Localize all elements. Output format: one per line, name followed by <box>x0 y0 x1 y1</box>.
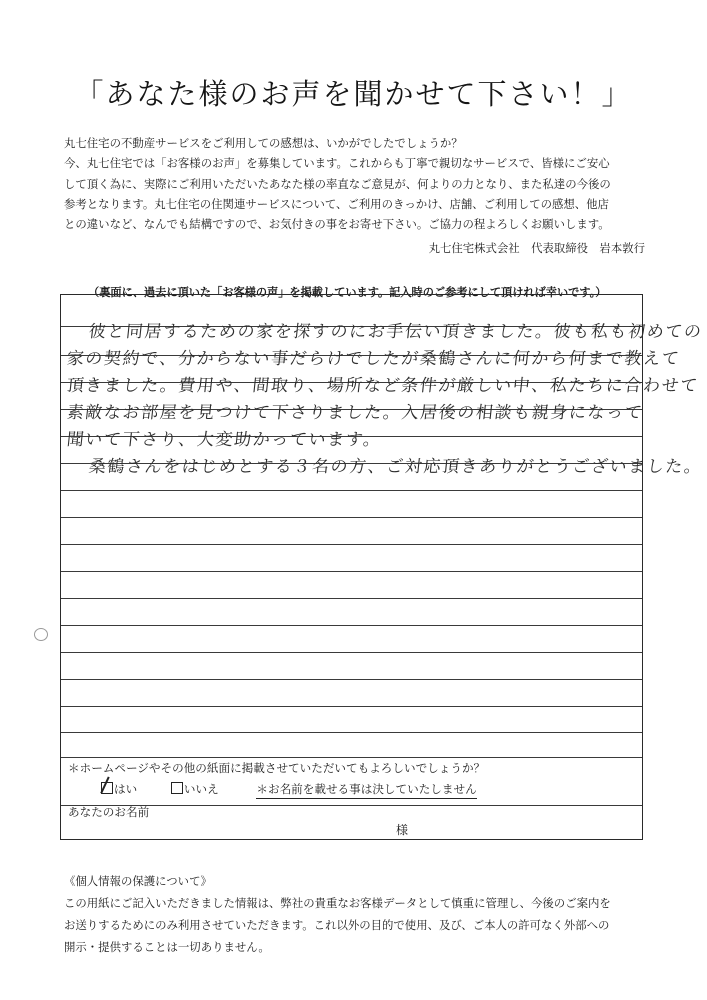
ruled-line <box>61 732 642 733</box>
company-signature: 丸七住宅株式会社 代表取締役 岩本敦行 <box>428 241 645 255</box>
intro-line: との違いなど、なんでも結構ですので、お気付きの事をお寄せ下さい。ご協力の程よろしくお願いします。 <box>64 217 610 232</box>
intro-line: 今、丸七住宅では「お客様のお声」を募集しています。これからも丁寧で親切なサービスで、皆様にご安心 <box>64 156 610 171</box>
privacy-line: お送りするためにのみ利用させていただきます。これ以外の目的で使用、及び、ご本人の許可なく外部への <box>64 918 610 932</box>
ruled-line <box>61 571 642 572</box>
ruled-line <box>61 490 642 491</box>
handwritten-line: 聞いて下さり、大変助かっています。 <box>65 430 383 450</box>
handwritten-line: 彼と同居するための家を探すのにお手伝い頂きました。彼も私も初めての <box>87 322 704 342</box>
permission-options <box>101 781 477 799</box>
ruled-line <box>61 706 642 707</box>
privacy-line: この用紙にご記入いただきました情報は、弊社の貴重なお客様データとして慎重に管理し、今後のご案内を <box>64 896 611 910</box>
name-label: あなたのお名前 <box>68 805 150 819</box>
reference-note: （裏面に、過去に頂いた「お客様の声」を掲載しています。記入時のご参考にして頂ければ幸いです。） <box>88 286 607 299</box>
no-label: いいえ <box>183 782 219 796</box>
comment-box[interactable] <box>60 294 704 840</box>
privacy-heading: 《個人情報の保護について》 <box>64 874 212 888</box>
option-no[interactable] <box>171 781 219 797</box>
intro-line: 参考となります。丸七住宅の住関連サービスについて、ご利用のきっかけ、店舗、ご利用しての感想、他店 <box>64 196 609 211</box>
intro-line: して頂く為に、実際にご利用いただいたあなた様の率直なご意見が、何よりの力となり、また私達の今後の <box>64 176 611 191</box>
publish-permission-question: ＊ホームページやその他の紙面に掲載させていただいてもよろしいでしょうか？ <box>68 761 486 775</box>
ruled-line <box>61 679 642 680</box>
ruled-line <box>61 517 642 518</box>
intro-text <box>64 133 664 234</box>
handwritten-line: 桑鶴さんをはじめとする３名の方、ご対応頂きありがとうございました。 <box>87 457 704 477</box>
yes-checkbox[interactable] <box>101 782 113 794</box>
name-suffix: 様 <box>396 823 409 837</box>
intro-line: 丸七住宅の不動産サービスをご利用しての感想は、いかがでしたでしょうか？ <box>64 136 463 150</box>
punch-hole-mark <box>34 628 48 641</box>
handwritten-line: 頂きました。費用や、間取り、場所など条件が厳しい中、私たちに合わせて <box>65 376 700 396</box>
ruled-line <box>61 757 642 758</box>
anonymity-note: ＊お名前を載せる事は決していたしません <box>256 781 476 799</box>
ruled-line <box>61 625 642 626</box>
privacy-line: 開示・提供することは一切ありません。 <box>64 940 270 954</box>
handwritten-line: 素敵なお部屋を見つけて下さりました。入居後の相談も親身になって <box>65 403 645 423</box>
handwritten-line: 家の契約で、分からない事だらけでしたが桑鶴さんに何から何まで教えて <box>65 349 682 369</box>
page-title: 「あなた様のお声を聞かせて下さい！」 <box>74 77 633 111</box>
ruled-line <box>61 544 642 545</box>
ruled-line <box>61 652 642 653</box>
option-yes[interactable] <box>101 781 137 797</box>
no-checkbox[interactable] <box>171 782 183 794</box>
yes-label: はい <box>114 782 138 796</box>
privacy-notice <box>64 870 611 958</box>
ruled-line <box>61 598 642 599</box>
